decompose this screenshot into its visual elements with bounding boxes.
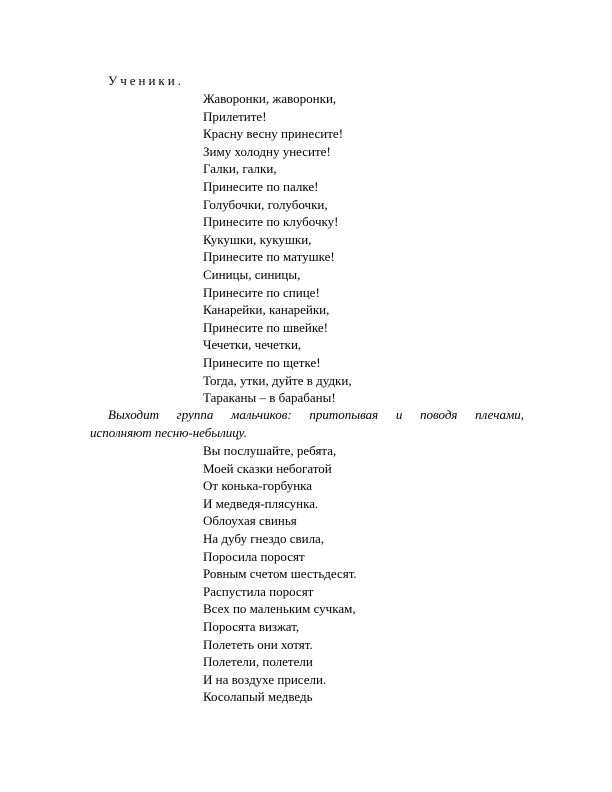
verse-song-fable bbox=[203, 442, 357, 706]
stage-direction-line: Выходит группа мальчиков: притопывая и поводя плечами, bbox=[108, 407, 524, 422]
verse-line: Полететь они хотят. bbox=[203, 636, 313, 652]
verse-line: Зиму холодну унесите! bbox=[203, 143, 331, 159]
verse-line: Косолапый медведь bbox=[203, 689, 313, 705]
verse-line: Жаворонки, жаворонки, bbox=[203, 91, 337, 106]
verse-line: От конька-горбунка bbox=[203, 478, 313, 494]
speaker-label: Ученики. bbox=[108, 73, 184, 88]
verse-line: Принесите по спице! bbox=[203, 284, 320, 300]
verse-line: Облоухая свинья bbox=[203, 513, 297, 529]
verse-line: Принесите по клубочку! bbox=[203, 214, 339, 230]
verse-line: Синицы, синицы, bbox=[203, 266, 301, 282]
verse-chant-birds bbox=[203, 90, 352, 407]
verse-line: Красну весну принесите! bbox=[203, 126, 344, 142]
verse-line: И медведя-плясунка. bbox=[203, 495, 319, 511]
verse-line: Распустила поросят bbox=[203, 583, 314, 599]
verse-line: Прилетите! bbox=[203, 108, 267, 124]
verse-line: И на воздухе присели. bbox=[203, 671, 327, 687]
verse-line: Моей сказки небогатой bbox=[203, 460, 332, 476]
verse-line: Всех по маленьким сучкам, bbox=[203, 601, 356, 617]
stage-direction bbox=[90, 406, 524, 441]
verse-line: Принесите по щетке! bbox=[203, 354, 321, 370]
verse-line: Принесите по матушке! bbox=[203, 249, 335, 265]
verse-line: Тогда, утки, дуйте в дудки, bbox=[203, 372, 352, 388]
verse-line: Полетели, полетели bbox=[203, 654, 313, 670]
verse-line: Принесите по швейке! bbox=[203, 319, 328, 335]
verse-line: Поросила поросят bbox=[203, 548, 305, 564]
verse-line: Кукушки, кукушки, bbox=[203, 231, 312, 247]
verse-line: Чечетки, чечетки, bbox=[203, 337, 302, 353]
verse-line: Канарейки, канарейки, bbox=[203, 302, 330, 318]
verse-line: Галки, галки, bbox=[203, 161, 277, 177]
verse-line: Голубочки, голубочки, bbox=[203, 196, 328, 212]
verse-line: Тараканы – в барабаны! bbox=[203, 390, 336, 406]
verse-line: Вы послушайте, ребята, bbox=[203, 443, 337, 458]
verse-line: Ровным счетом шестьдесят. bbox=[203, 566, 357, 582]
verse-line: На дубу гнездо свила, bbox=[203, 530, 325, 546]
verse-line: Принесите по палке! bbox=[203, 178, 319, 194]
stage-direction-line: исполняют песню-небылицу. bbox=[90, 424, 247, 440]
verse-line: Поросята визжат, bbox=[203, 618, 300, 634]
